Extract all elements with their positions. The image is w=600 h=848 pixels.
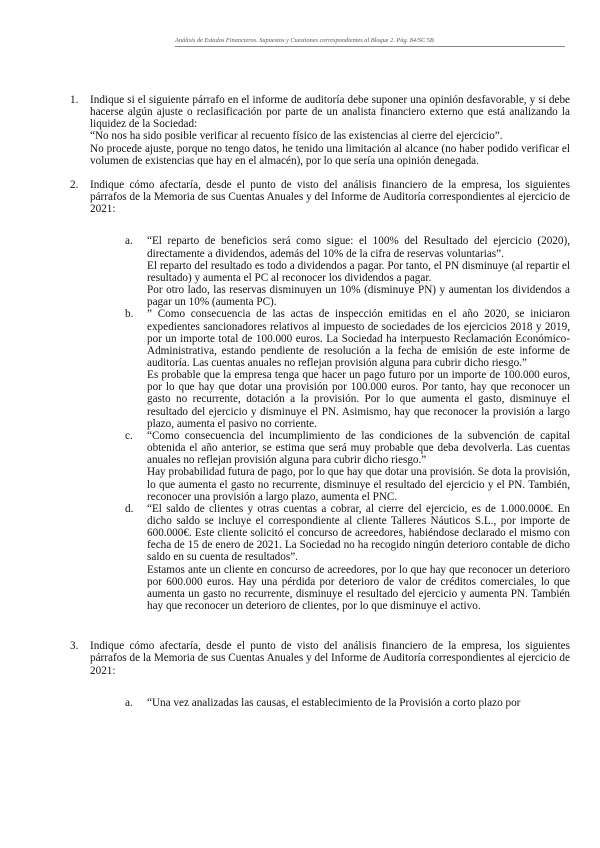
- answer-text: No procede ajuste, porque no tengo datos, he tenido una limitación al alcance (no haber podido verificar el volumen de existencias que hay en el almacén), por lo que sería una opinión denegada.: [90, 142, 570, 167]
- list-item: [70, 697, 570, 709]
- list-item: [70, 430, 570, 503]
- question-number: 1.: [70, 94, 79, 106]
- question-prompt: Indique si el siguiente párrafo en el informe de auditoría debe suponer una opinión desfavorable, y si debe hacerse algún ajuste o reclasificación por parte de un analista financiero externo que está analizando la liquidez de la Sociedad:: [90, 94, 570, 131]
- answer-text: Estamos ante un cliente en concurso de acreedores, por lo que hay que reconocer un deterioro por 600.000 euros. Hay una pérdida por deterioro de valor de créditos comerciales, lo que aumenta un gasto no recurrente, disminuye el resultado del ejercicio y aumenta PN. También hay que reconocer un deterioro de clientes, por lo que disminuye el activo.: [147, 563, 570, 613]
- quoted-paragraph: “Como consecuencia del incumplimiento de las condiciones de la subvención de capital obtenida el año anterior, se estima que será muy probable que deba devolverla. Las cuentas anuales no reflejan provisión alguna para cubrir dicho riesgo.”: [147, 429, 570, 467]
- item-label: d.: [125, 502, 134, 515]
- quoted-paragraph: “Una vez analizadas las causas, el establecimiento de la Provisión a corto plazo por: [147, 696, 521, 709]
- quoted-paragraph: ” Como consecuencia de las actas de inspección emitidas en el año 2020, se iniciaron expedientes sancionadores relativos al impuesto de sociedades de los ejercicios 2018 y 2019, por un importe total de 100.000 euros. La Sociedad ha interpuesto Reclamación Económico-Administrativa, estando pendiente de resolución a la fecha de emisión de este informe de auditoría. Las cuentas anuales no reflejan provisión alguna para cubrir dicho riesgo.”: [147, 308, 570, 369]
- list-item: [70, 235, 570, 308]
- question-1: [70, 94, 570, 167]
- document-body: [70, 94, 570, 709]
- answer-text: Es probable que la empresa tenga que hacer un pago futuro por un importe de 100.000 euros, por lo que hay que dotar una provisión por 100.000 euros. Por tanto, hay que reconocer un gasto no recurrente, dotación a la provisión. Por lo que aumenta el gasto, disminuye el resultado del ejercicio y disminuye el PN. Asimismo, hay que reconocer la provisión a largo plazo, aumenta el pasivo no corriente.: [147, 369, 570, 430]
- item-label: b.: [125, 308, 134, 321]
- item-label: c.: [125, 429, 133, 442]
- answer-text: Por otro lado, las reservas disminuyen un 10% (disminuye PN) y aumentan los dividendos a pagar un 10% (aumenta PC).: [147, 284, 570, 309]
- list-item: [70, 308, 570, 430]
- header-divider: [175, 46, 565, 47]
- question-3: [70, 640, 570, 676]
- list-item: [70, 503, 570, 612]
- quoted-paragraph: “El saldo de clientes y otras cuentas a cobrar, al cierre del ejercicio, es de 1.000.000€. En dicho saldo se incluye el correspondiente al cliente Talleres Náuticos S.L., por importe de 600.000€. Este cliente solicitó el concurso de acreedores, habiéndose declarado el mismo con fecha de 15 de enero de 2021. La Sociedad no ha recogido ningún deterioro contable de dicho saldo en su cuenta de resultados”.: [147, 502, 570, 564]
- question-number: 3.: [70, 640, 79, 653]
- answer-text: Hay probabilidad futura de pago, por lo que hay que dotar una provisión. Se dota la provisión, lo que aumenta el gasto no recurrente, disminuye el resultado del ejercicio y el PN. También, reconocer una provisión a largo plazo, aumenta el PNC.: [147, 466, 570, 503]
- quoted-paragraph: “No nos ha sido posible verificar al recuento físico de las existencias al cierre del ejercicio”.: [90, 130, 503, 143]
- quoted-paragraph: “El reparto de beneficios será como sigue: el 100% del Resultado del ejercicio (2020), directamente a dividendos, además del 10% de la cifra de reservas voluntarias”.: [147, 235, 570, 260]
- question-2: [70, 179, 570, 215]
- question-number: 2.: [70, 178, 79, 191]
- answer-text: El reparto del resultado es todo a dividendos a pagar. Por tanto, el PN disminuye (al repartir el resultado) y aumenta el PC al reconocer los dividendos a pagar.: [147, 259, 570, 284]
- item-label: a.: [125, 696, 133, 709]
- item-label: a.: [125, 235, 133, 248]
- question-prompt: Indique cómo afectaría, desde el punto de visto del análisis financiero de la empresa, los siguientes párrafos de la Memoria de sus Cuentas Anuales y del Informe de Auditoría correspondientes al ejercicio de 2021:: [90, 178, 570, 216]
- page-header: Análisis de Estados Financieros. Supuestos y Cuestiones correspondientes al Bloque 2. Pág. 84/SC 5B: [175, 37, 434, 44]
- question-prompt: Indique cómo afectaría, desde el punto de visto del análisis financiero de la empresa, los siguientes párrafos de la Memoria de sus Cuentas Anuales y del Informe de Auditoría correspondientes al ejercicio de 2021:: [90, 640, 570, 677]
